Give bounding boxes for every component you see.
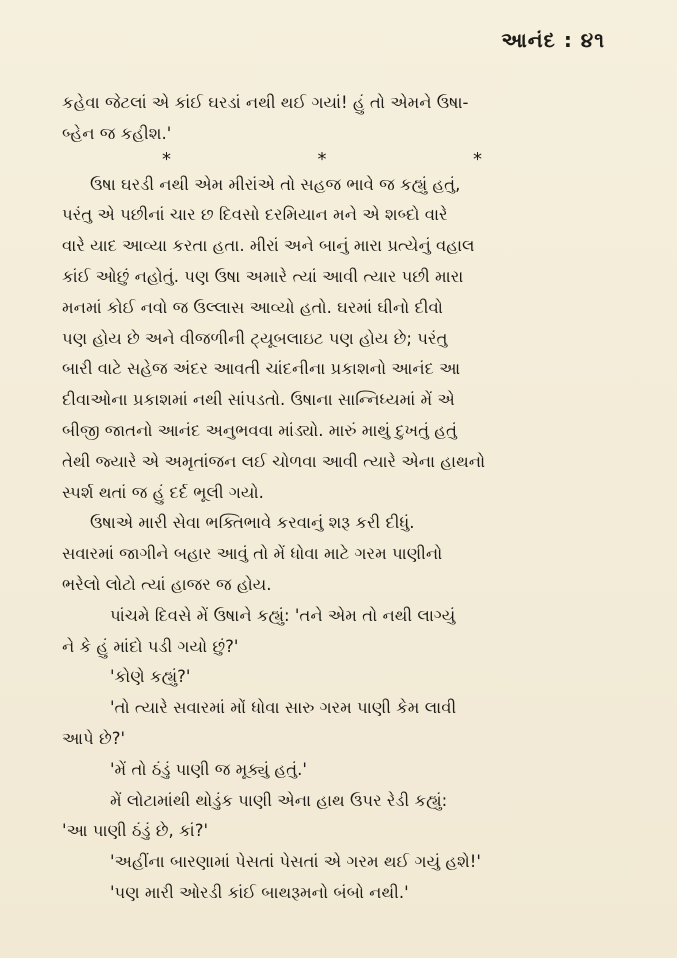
text-line: 'તો ત્યારે સવારમાં મોં ધોવા સારુ ગરમ પાણી કેમ લાવી <box>110 698 457 718</box>
text-line: 'કોણે કહ્યું?' <box>110 667 191 687</box>
text-line: ભરેલો લોટો ત્યાં હાજર જ હોય. <box>62 574 272 594</box>
text-line: દીવાઓના પ્રકાશમાં નથી સાંપડતો. ઉષાના સાન્નિધ્યમાં મેં એ <box>62 390 455 410</box>
text-line: બીજી જાતનો આનંદ અનુભવવા માંડ્યો. મારું માથું દુખતું હતું <box>62 420 457 440</box>
body-text <box>62 88 607 909</box>
text-line: વારે યાદ આવ્યા કરતા હતા. મીરાં અને બાનું મારા પ્રત્યેનું વહાલ <box>62 236 475 256</box>
text-line: ઉષાએ મારી સેવા ભક્તિભાવે કરવાનું શરૂ કરી દીધું. <box>90 513 415 533</box>
text-line: ઉષા ઘરડી નથી એમ મીરાંએ તો સહજ ભાવે જ કહ્યું હતું, <box>90 174 461 194</box>
text-line: સવારમાં જાગીને બહાર આવું તો મેં ધોવા માટે ગરમ પાણીનો <box>62 544 443 564</box>
text-line: 'આ પાણી ઠંડું છે, કાં?' <box>62 821 209 841</box>
text-line: પરંતુ એ પછીનાં ચાર છ દિવસો દરમિયાન મને એ શબ્દો વારે <box>62 205 448 225</box>
text-line: સ્પર્શ થતાં જ હું દર્દ ભૂલી ગયો. <box>62 482 264 502</box>
separator-star: * <box>473 148 482 170</box>
page-header: આનંદ : ૪૧ <box>501 28 605 52</box>
text-line: પાંચમે દિવસે મેં ઉષાને કહ્યું: 'તને એમ તો નથી લાગ્યું <box>110 605 456 625</box>
text-line: 'મેં તો ઠંડું પાણી જ મૂક્યું હતું.' <box>110 759 307 779</box>
text-line: મેં લોટામાંથી થોડુંક પાણી એના હાથ ઉપર રેડી કહ્યું: <box>110 790 448 810</box>
section-separator <box>162 150 482 170</box>
text-line: મનમાં કોઈ નવો જ ઉલ્લાસ આવ્યો હતો. ઘરમાં ઘીનો દીવો <box>62 297 443 317</box>
text-line: બારી વાટે સહેજ અંદર આવતી ચાંદનીના પ્રકાશનો આનંદ આ <box>62 359 461 379</box>
text-line: 'પણ મારી ઓરડી કાંઈ બાથરૂમનો બંબો નથી.' <box>110 882 409 902</box>
separator-star: * <box>162 148 171 170</box>
text-line: પણ હોય છે અને વીજળીની ટ્યૂબલાઇટ પણ હોય છે; પરંતુ <box>62 328 448 348</box>
text-line: બ્હેન જ કહીશ.' <box>62 123 172 143</box>
text-line: કાંઈ ઓછું નહોતું. પણ ઉષા અમારે ત્યાં આવી ત્યાર પછી મારા <box>62 266 464 286</box>
text-line: કહેવા જેટલાં એ કાંઈ ઘરડાં નથી થઈ ગયાં! હું તો એમને ઉષા- <box>62 93 469 112</box>
text-line: તેથી જ્યારે એ અમૃતાંજન લઈ ચોળવા આવી ત્યારે એના હાથનો <box>62 451 486 471</box>
text-line: આપે છે?' <box>62 728 125 748</box>
text-line: 'અહીંના બારણામાં પેસતાં પેસતાં એ ગરમ થઈ ગયું હશે!' <box>110 852 481 872</box>
separator-star: * <box>317 148 327 170</box>
text-line: ને કે હું માંદો પડી ગયો છું?' <box>62 636 239 656</box>
